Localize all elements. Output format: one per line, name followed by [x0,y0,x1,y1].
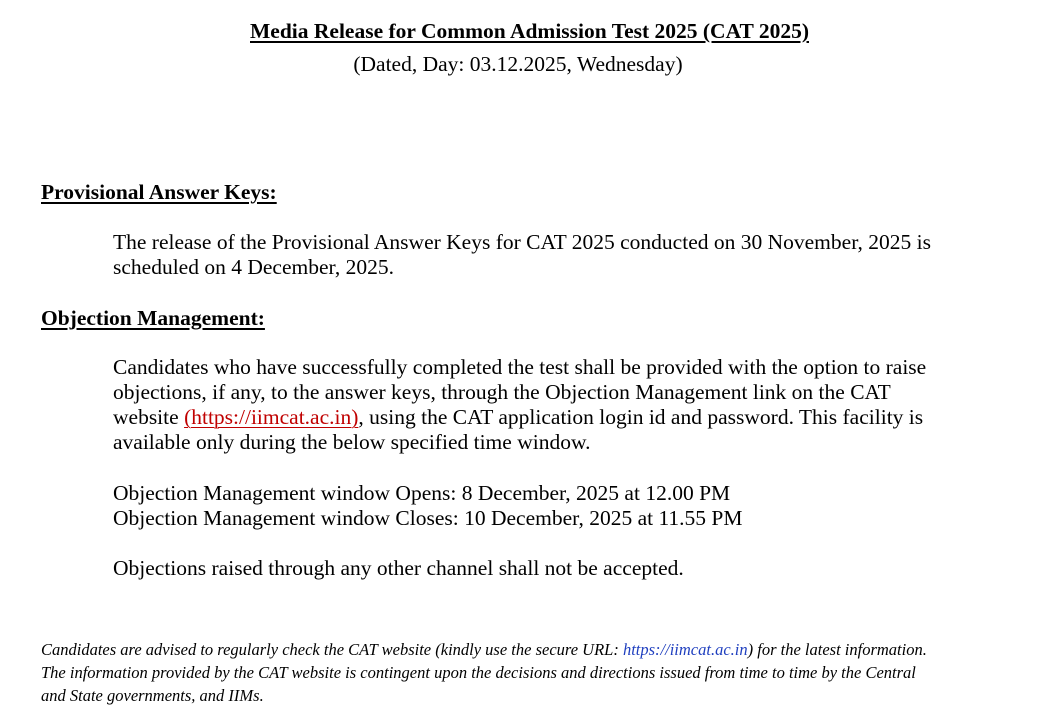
footer-secure-url-link[interactable]: https://iimcat.ac.in [622,640,748,659]
window-opens: Objection Management window Opens: 8 December, 2025 at 12.00 PM [113,481,731,505]
objection-line-3-after: , using the CAT application login id and password. This facility is [358,405,924,429]
objection-line-2: objections, if any, to the answer keys, through the Objection Management link on the CAT [113,380,891,404]
objection-paragraph [113,355,1038,455]
page-title: Media Release for Common Admission Test 2025 (CAT 2025) [250,19,809,43]
objection-note [113,556,1038,581]
footer-line-3: and State governments, and IIMs. [41,686,264,705]
window-closes: Objection Management window Closes: 10 December, 2025 at 11.55 PM [113,506,743,530]
footer-line-1-after: ) for the latest information. [747,640,927,659]
answer-keys-heading: Provisional Answer Keys: [41,180,277,204]
objection-line-3-before: website [113,405,185,429]
dated-line: (Dated, Day: 03.12.2025, Wednesday) [353,52,683,76]
objection-heading: Objection Management: [41,306,265,330]
iimcat-website-link[interactable]: (https://iimcat.ac.in) [184,405,359,429]
objection-line-1: Candidates who have successfully completed the test shall be provided with the option to raise [113,355,927,379]
objection-line-4: available only during the below specified time window. [113,430,591,454]
answer-keys-line-1: The release of the Provisional Answer Keys for CAT 2025 conducted on 30 November, 2025 is [113,230,931,254]
footer-line-1 [41,638,1026,661]
footer-disclaimer [41,638,1026,707]
objection-note-text: Objections raised through any other channel shall not be accepted. [113,556,684,580]
footer-line-1-before: Candidates are advised to regularly check the CAT website (kindly use the secure URL: [41,640,623,659]
answer-keys-paragraph [113,230,1038,280]
objection-window [113,481,1038,531]
objection-line-3 [113,405,1038,430]
footer-line-2: The information provided by the CAT website is contingent upon the decisions and directions issued from time to time by the Central [41,663,916,682]
answer-keys-line-2: scheduled on 4 December, 2025. [113,255,394,279]
